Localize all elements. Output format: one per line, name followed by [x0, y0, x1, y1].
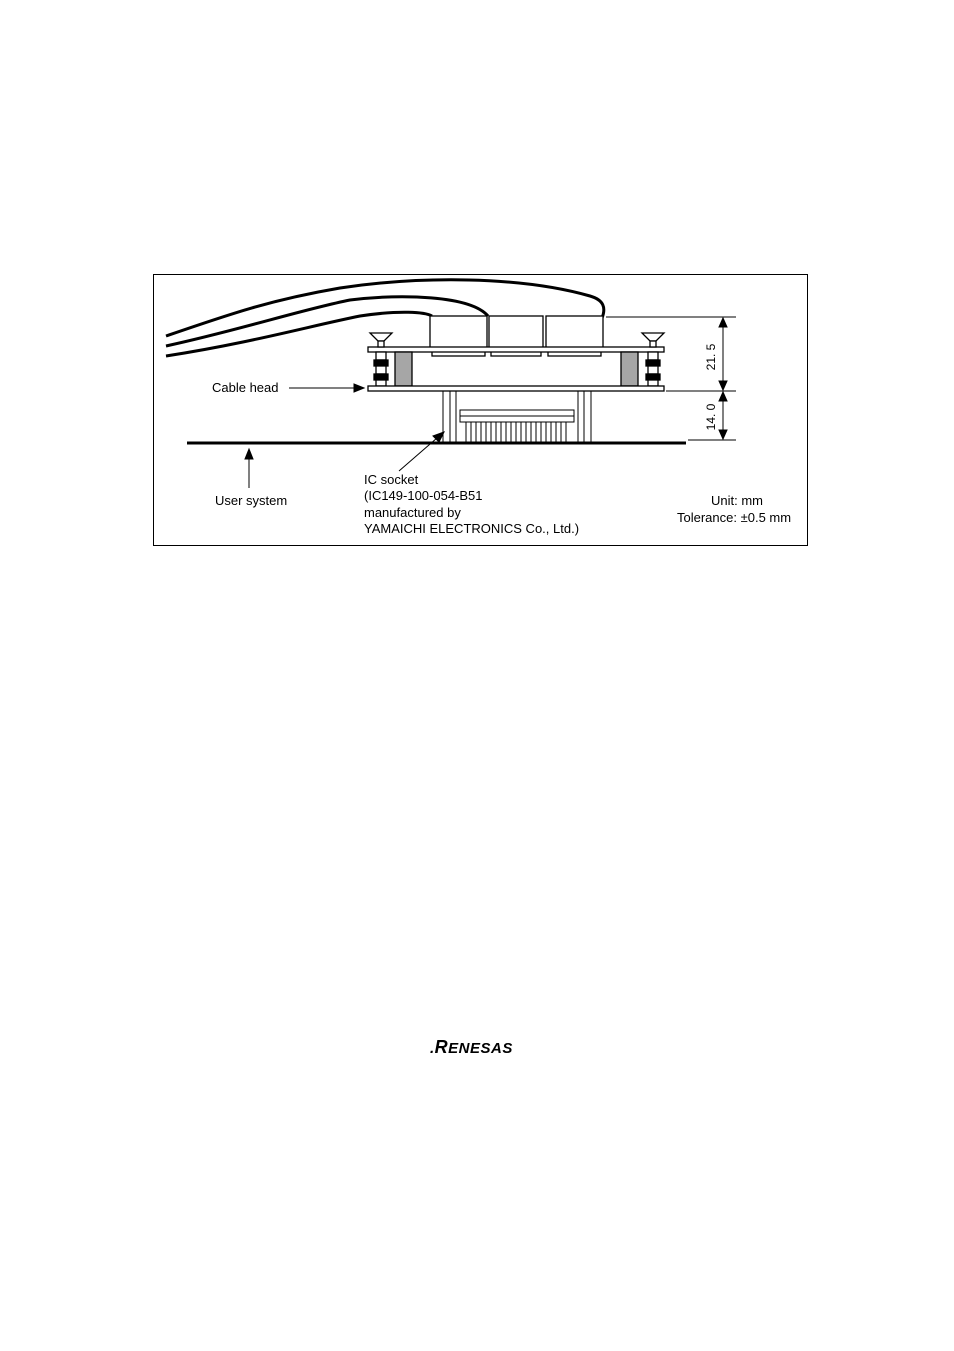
renesas-logo — [430, 1038, 532, 1056]
ic-socket-label-line3: manufactured by — [364, 505, 461, 520]
ic-socket-label-line4: YAMAICHI ELECTRONICS Co., Ltd.) — [364, 521, 580, 536]
tolerance-label: Tolerance: ±0.5 mm — [677, 510, 792, 525]
cable-head-label: Cable head — [212, 380, 279, 395]
unit-label: Unit: mm — [711, 493, 763, 508]
logo-rest: ENESAS — [448, 1040, 513, 1057]
ic-socket-label-line1: IC socket — [364, 472, 419, 487]
dimension-lower-label: 14. 0 — [704, 403, 718, 431]
logo-dot: . — [430, 1040, 435, 1057]
dimension-upper-label: 21. 5 — [704, 343, 718, 371]
logo-first-letter: R — [434, 1037, 449, 1057]
user-system-label: User system — [215, 493, 288, 508]
ic-socket-label-line2: (IC149-100-054-B51 — [364, 488, 483, 503]
